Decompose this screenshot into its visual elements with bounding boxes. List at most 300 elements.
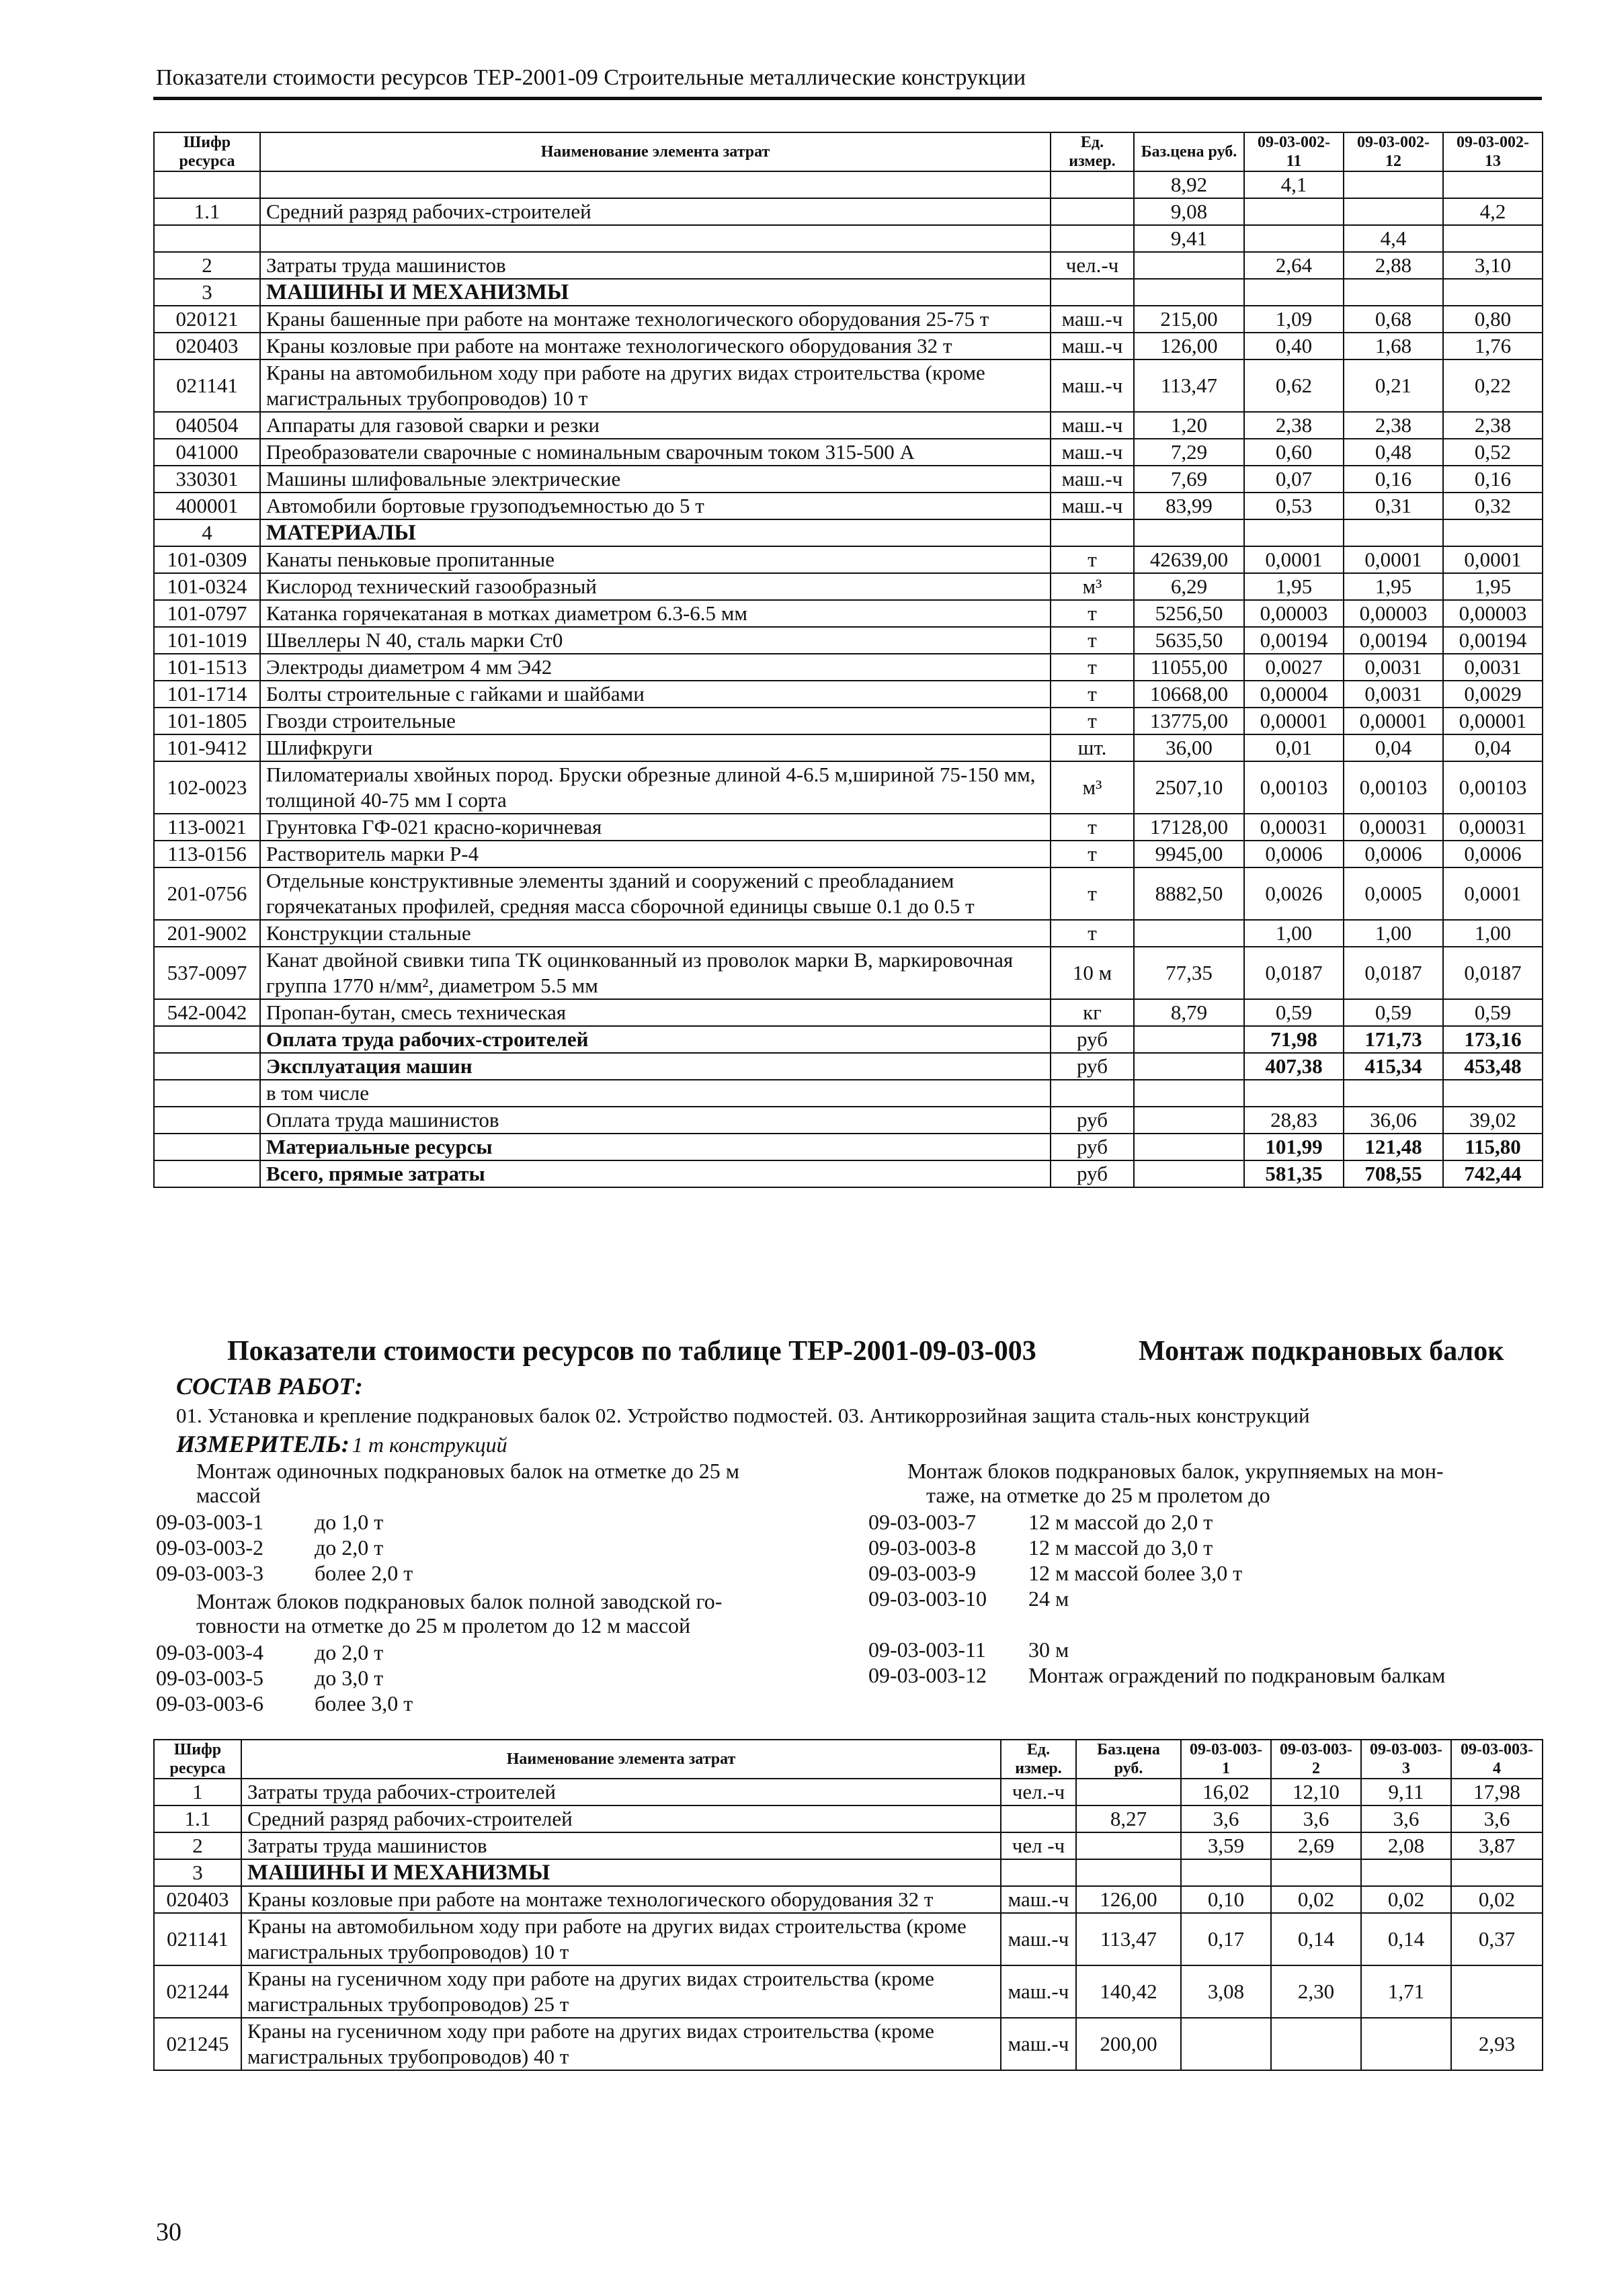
row-value: 2,38 bbox=[1443, 412, 1543, 439]
row-base-price bbox=[1076, 1859, 1181, 1886]
table-row bbox=[154, 999, 1543, 1026]
resources-table-1 bbox=[153, 132, 1543, 1188]
resources-table-2 bbox=[153, 1739, 1543, 2071]
row-code: 102-0023 bbox=[154, 761, 260, 814]
row-code bbox=[154, 1053, 260, 1080]
row-value: 121,48 bbox=[1344, 1134, 1443, 1160]
row-name: Швеллеры N 40, сталь марки Ст0 bbox=[260, 627, 1051, 654]
row-name bbox=[260, 171, 1051, 198]
column-header: 09-03-003-3 bbox=[1361, 1740, 1451, 1779]
row-value: 1,76 bbox=[1443, 333, 1543, 359]
row-name: Краны козловые при работе на монтаже технологического оборудования 32 т bbox=[260, 333, 1051, 359]
row-value: 0,02 bbox=[1271, 1886, 1361, 1913]
row-name: Канаты пеньковые пропитанные bbox=[260, 546, 1051, 573]
row-name: МАШИНЫ И МЕХАНИЗМЫ bbox=[241, 1859, 1001, 1886]
row-unit: маш.-ч bbox=[1051, 412, 1134, 439]
row-value: 0,02 bbox=[1451, 1886, 1543, 1913]
row-base-price: 77,35 bbox=[1134, 947, 1244, 999]
row-base-price: 8,79 bbox=[1134, 999, 1244, 1026]
row-name: Затраты труда машинистов bbox=[260, 252, 1051, 279]
row-code: 101-1714 bbox=[154, 681, 260, 708]
row-value: 1,09 bbox=[1244, 306, 1344, 333]
section-subtitle: Монтаж подкрановых балок bbox=[1139, 1336, 1504, 1367]
row-value: 71,98 bbox=[1244, 1026, 1344, 1053]
row-value bbox=[1344, 171, 1443, 198]
list-item bbox=[156, 1691, 413, 1716]
row-code: 113-0021 bbox=[154, 814, 260, 841]
column-header: 09-03-002-11 bbox=[1244, 132, 1344, 171]
row-value: 0,37 bbox=[1451, 1913, 1543, 1965]
row-code: 021141 bbox=[154, 1913, 241, 1965]
row-value: 708,55 bbox=[1344, 1160, 1443, 1187]
table-row bbox=[154, 1053, 1543, 1080]
row-value: 0,59 bbox=[1443, 999, 1543, 1026]
row-value: 0,17 bbox=[1181, 1913, 1271, 1965]
table-header-row bbox=[154, 1740, 1543, 1779]
row-value bbox=[1244, 519, 1344, 546]
row-base-price bbox=[1076, 1779, 1181, 1805]
row-code: 1 bbox=[154, 1779, 241, 1805]
row-code: 101-0324 bbox=[154, 573, 260, 600]
row-value bbox=[1244, 198, 1344, 225]
column-header: Ед. измер. bbox=[1051, 132, 1134, 171]
table-row bbox=[154, 2018, 1543, 2070]
row-base-price: 113,47 bbox=[1076, 1913, 1181, 1965]
right-intro-1: Монтаж блоков подкрановых балок, укрупняемых на мон- bbox=[907, 1459, 1444, 1483]
item-code: 09-03-003-12 bbox=[868, 1663, 987, 1687]
column-header: Шифр ресурса bbox=[154, 1740, 241, 1779]
row-value: 1,00 bbox=[1244, 920, 1344, 947]
row-unit: руб bbox=[1051, 1026, 1134, 1053]
row-code bbox=[154, 1080, 260, 1107]
item-desc: 30 м bbox=[1028, 1638, 1069, 1662]
row-unit: м³ bbox=[1051, 761, 1134, 814]
row-value bbox=[1361, 2018, 1451, 2070]
row-value: 0,21 bbox=[1344, 359, 1443, 412]
row-code: 113-0156 bbox=[154, 841, 260, 867]
row-base-price: 42639,00 bbox=[1134, 546, 1244, 573]
row-base-price: 215,00 bbox=[1134, 306, 1244, 333]
row-value: 4,1 bbox=[1244, 171, 1344, 198]
row-value: 0,80 bbox=[1443, 306, 1543, 333]
row-value bbox=[1244, 1080, 1344, 1107]
table-row bbox=[154, 1965, 1543, 2018]
row-value: 0,52 bbox=[1443, 439, 1543, 466]
row-code: 020403 bbox=[154, 1886, 241, 1913]
column-header: Баз.цена руб. bbox=[1134, 132, 1244, 171]
row-value: 0,0029 bbox=[1443, 681, 1543, 708]
column-header: Шифр ресурса bbox=[154, 132, 260, 171]
row-name: Всего, прямые затраты bbox=[260, 1160, 1051, 1187]
row-unit: руб bbox=[1051, 1160, 1134, 1187]
row-value bbox=[1344, 519, 1443, 546]
row-value bbox=[1443, 171, 1543, 198]
row-unit: руб bbox=[1051, 1107, 1134, 1134]
right-intro-2: таже, на отметке до 25 м пролетом до bbox=[926, 1483, 1270, 1507]
row-unit: т bbox=[1051, 654, 1134, 681]
header-divider bbox=[153, 97, 1542, 100]
row-base-price: 126,00 bbox=[1134, 333, 1244, 359]
row-code bbox=[154, 1160, 260, 1187]
row-value: 3,6 bbox=[1181, 1805, 1271, 1832]
table-row bbox=[154, 1134, 1543, 1160]
list-item bbox=[868, 1662, 1445, 1688]
item-desc: 12 м массой до 3,0 т bbox=[1028, 1535, 1213, 1560]
row-unit bbox=[1051, 1080, 1134, 1107]
table-row bbox=[154, 439, 1543, 466]
row-code: 021141 bbox=[154, 359, 260, 412]
section-title: Показатели стоимости ресурсов по таблице ТЕР-2001-09-03-003 bbox=[227, 1336, 1036, 1367]
table-row bbox=[154, 867, 1543, 920]
row-value: 581,35 bbox=[1244, 1160, 1344, 1187]
table-row bbox=[154, 1160, 1543, 1187]
row-code: 537-0097 bbox=[154, 947, 260, 999]
table-row bbox=[154, 412, 1543, 439]
row-value: 1,00 bbox=[1344, 920, 1443, 947]
right-list bbox=[868, 1509, 1445, 1688]
row-value: 0,00194 bbox=[1443, 627, 1543, 654]
list-item bbox=[868, 1509, 1445, 1535]
row-value bbox=[1181, 2018, 1271, 2070]
page-number: 30 bbox=[156, 2218, 181, 2246]
table-row bbox=[154, 359, 1543, 412]
row-unit bbox=[1051, 279, 1134, 306]
row-value: 0,22 bbox=[1443, 359, 1543, 412]
item-desc: до 3,0 т bbox=[315, 1666, 384, 1690]
composition-text: 01. Установка и крепление подкрановых балок 02. Устройство подмостей. 03. Антикоррозийная защита сталь-ных конструкций bbox=[176, 1404, 1310, 1427]
row-value: 2,64 bbox=[1244, 252, 1344, 279]
column-header: Наименование элемента затрат bbox=[260, 132, 1051, 171]
row-value: 0,32 bbox=[1443, 493, 1543, 519]
row-name: Машины шлифовальные электрические bbox=[260, 466, 1051, 493]
row-name: Аппараты для газовой сварки и резки bbox=[260, 412, 1051, 439]
row-value: 0,14 bbox=[1271, 1913, 1361, 1965]
row-value: 2,69 bbox=[1271, 1832, 1361, 1859]
row-value: 0,59 bbox=[1244, 999, 1344, 1026]
row-base-price: 9,08 bbox=[1134, 198, 1244, 225]
left-intro-3: Монтаж блоков подкрановых балок полной заводской го- bbox=[196, 1589, 723, 1613]
row-value: 115,80 bbox=[1443, 1134, 1543, 1160]
row-code: 400001 bbox=[154, 493, 260, 519]
row-unit: маш.-ч bbox=[1001, 2018, 1076, 2070]
row-value: 0,68 bbox=[1344, 306, 1443, 333]
row-code: 041000 bbox=[154, 439, 260, 466]
column-header: 09-03-002-12 bbox=[1344, 132, 1443, 171]
row-base-price: 8882,50 bbox=[1134, 867, 1244, 920]
row-value: 1,00 bbox=[1443, 920, 1543, 947]
row-base-price: 126,00 bbox=[1076, 1886, 1181, 1913]
list-item bbox=[156, 1509, 413, 1535]
table-row bbox=[154, 171, 1543, 198]
row-unit: руб bbox=[1051, 1053, 1134, 1080]
row-value: 0,31 bbox=[1344, 493, 1443, 519]
row-code: 101-9412 bbox=[154, 734, 260, 761]
row-unit: чел.-ч bbox=[1051, 252, 1134, 279]
row-value: 0,00194 bbox=[1244, 627, 1344, 654]
column-header: Наименование элемента затрат bbox=[241, 1740, 1001, 1779]
row-base-price: 5635,50 bbox=[1134, 627, 1244, 654]
row-value: 1,95 bbox=[1244, 573, 1344, 600]
row-name: Материальные ресурсы bbox=[260, 1134, 1051, 1160]
row-value: 0,00103 bbox=[1344, 761, 1443, 814]
list-item bbox=[156, 1665, 413, 1691]
row-value: 0,16 bbox=[1344, 466, 1443, 493]
table-row bbox=[154, 1026, 1543, 1053]
row-unit: т bbox=[1051, 600, 1134, 627]
row-value: 0,04 bbox=[1344, 734, 1443, 761]
row-name: Пиломатериалы хвойных пород. Бруски обрезные длиной 4-6.5 м,шириной 75-150 мм, толщиной 40-75 мм I сорта bbox=[260, 761, 1051, 814]
table-row bbox=[154, 734, 1543, 761]
row-value bbox=[1451, 1965, 1543, 2018]
table-row bbox=[154, 681, 1543, 708]
row-code: 1.1 bbox=[154, 1805, 241, 1832]
row-value: 0,00001 bbox=[1443, 708, 1543, 734]
page-header: Показатели стоимости ресурсов ТЕР-2001-09 Строительные металлические конструкции bbox=[156, 65, 1026, 90]
row-value: 0,04 bbox=[1443, 734, 1543, 761]
row-unit bbox=[1051, 519, 1134, 546]
row-unit bbox=[1051, 198, 1134, 225]
row-value bbox=[1443, 519, 1543, 546]
table-row bbox=[154, 198, 1543, 225]
row-value: 4,2 bbox=[1443, 198, 1543, 225]
row-name: Затраты труда машинистов bbox=[241, 1832, 1001, 1859]
row-unit: кг bbox=[1051, 999, 1134, 1026]
row-base-price: 9,41 bbox=[1134, 225, 1244, 252]
row-name: Оплата труда машинистов bbox=[260, 1107, 1051, 1134]
table-row bbox=[154, 333, 1543, 359]
row-value: 0,0026 bbox=[1244, 867, 1344, 920]
table-row bbox=[154, 546, 1543, 573]
row-code: 2 bbox=[154, 1832, 241, 1859]
row-name: Шлифкруги bbox=[260, 734, 1051, 761]
row-value: 0,10 bbox=[1181, 1886, 1271, 1913]
item-desc: Монтаж ограждений по подкрановым балкам bbox=[1028, 1663, 1446, 1687]
column-header: 09-03-002-13 bbox=[1443, 132, 1543, 171]
row-value: 1,95 bbox=[1344, 573, 1443, 600]
item-desc: 12 м массой более 3,0 т bbox=[1028, 1561, 1243, 1585]
row-value: 0,00031 bbox=[1443, 814, 1543, 841]
item-code: 09-03-003-9 bbox=[868, 1561, 976, 1585]
table-header-row bbox=[154, 132, 1543, 171]
row-value bbox=[1271, 2018, 1361, 2070]
table-row bbox=[154, 306, 1543, 333]
row-base-price bbox=[1134, 1107, 1244, 1134]
row-value: 0,0006 bbox=[1443, 841, 1543, 867]
row-unit: т bbox=[1051, 708, 1134, 734]
table-row bbox=[154, 600, 1543, 627]
row-value: 0,62 bbox=[1244, 359, 1344, 412]
row-code: 101-1019 bbox=[154, 627, 260, 654]
row-code: 101-1805 bbox=[154, 708, 260, 734]
item-code: 09-03-003-4 bbox=[156, 1640, 263, 1664]
row-value: 0,40 bbox=[1244, 333, 1344, 359]
row-base-price: 7,29 bbox=[1134, 439, 1244, 466]
meter-value: 1 т конструкций bbox=[352, 1433, 507, 1457]
table-row bbox=[154, 814, 1543, 841]
row-value: 0,00003 bbox=[1443, 600, 1543, 627]
table-row bbox=[154, 654, 1543, 681]
row-unit: руб bbox=[1051, 1134, 1134, 1160]
item-desc: 12 м массой до 2,0 т bbox=[1028, 1510, 1213, 1534]
row-value bbox=[1181, 1859, 1271, 1886]
row-code: 101-0797 bbox=[154, 600, 260, 627]
row-unit: маш.-ч bbox=[1051, 333, 1134, 359]
row-name: Растворитель марки Р-4 bbox=[260, 841, 1051, 867]
list-item bbox=[868, 1535, 1445, 1560]
row-value: 3,10 bbox=[1443, 252, 1543, 279]
row-code: 021245 bbox=[154, 2018, 241, 2070]
row-value: 2,30 bbox=[1271, 1965, 1361, 2018]
row-value: 0,0001 bbox=[1344, 546, 1443, 573]
item-desc: 24 м bbox=[1028, 1586, 1069, 1611]
row-value bbox=[1361, 1859, 1451, 1886]
row-value: 3,6 bbox=[1271, 1805, 1361, 1832]
table-row bbox=[154, 1107, 1543, 1134]
row-value: 0,0006 bbox=[1344, 841, 1443, 867]
column-header: 09-03-003-4 bbox=[1451, 1740, 1543, 1779]
row-name: Гвозди строительные bbox=[260, 708, 1051, 734]
row-name: в том числе bbox=[260, 1080, 1051, 1107]
row-value bbox=[1443, 1080, 1543, 1107]
row-value: 16,02 bbox=[1181, 1779, 1271, 1805]
column-header: 09-03-003-2 bbox=[1271, 1740, 1361, 1779]
row-unit bbox=[1001, 1805, 1076, 1832]
row-value: 17,98 bbox=[1451, 1779, 1543, 1805]
row-value: 173,16 bbox=[1443, 1026, 1543, 1053]
row-name: Краны башенные при работе на монтаже технологического оборудования 25-75 т bbox=[260, 306, 1051, 333]
table-row bbox=[154, 920, 1543, 947]
row-code: 2 bbox=[154, 252, 260, 279]
row-value bbox=[1244, 225, 1344, 252]
row-value: 0,0001 bbox=[1443, 546, 1543, 573]
row-value: 2,93 bbox=[1451, 2018, 1543, 2070]
row-value: 171,73 bbox=[1344, 1026, 1443, 1053]
row-value: 0,00001 bbox=[1344, 708, 1443, 734]
item-code: 09-03-003-2 bbox=[156, 1535, 263, 1560]
row-value: 0,14 bbox=[1361, 1913, 1451, 1965]
row-code: 330301 bbox=[154, 466, 260, 493]
row-value: 0,07 bbox=[1244, 466, 1344, 493]
row-code: 1.1 bbox=[154, 198, 260, 225]
row-value: 0,0031 bbox=[1344, 654, 1443, 681]
table-row bbox=[154, 761, 1543, 814]
row-unit: маш.-ч bbox=[1051, 439, 1134, 466]
row-value: 3,59 bbox=[1181, 1832, 1271, 1859]
table-row bbox=[154, 947, 1543, 999]
list-item bbox=[156, 1560, 413, 1586]
row-value: 0,00003 bbox=[1344, 600, 1443, 627]
row-value bbox=[1451, 1859, 1543, 1886]
table-row bbox=[154, 1913, 1543, 1965]
row-name: Краны козловые при работе на монтаже технологического оборудования 32 т bbox=[241, 1886, 1001, 1913]
list-item bbox=[156, 1640, 413, 1665]
row-value: 0,60 bbox=[1244, 439, 1344, 466]
row-value: 0,00031 bbox=[1344, 814, 1443, 841]
row-unit: чел.-ч bbox=[1001, 1779, 1076, 1805]
row-value bbox=[1344, 1080, 1443, 1107]
row-value: 28,83 bbox=[1244, 1107, 1344, 1134]
left-list-a bbox=[156, 1509, 413, 1586]
row-base-price: 9945,00 bbox=[1134, 841, 1244, 867]
meter-label: ИЗМЕРИТЕЛЬ: bbox=[176, 1431, 350, 1457]
table-row bbox=[154, 627, 1543, 654]
item-desc: более 3,0 т bbox=[315, 1691, 413, 1715]
row-unit: маш.-ч bbox=[1001, 1913, 1076, 1965]
row-value: 0,0187 bbox=[1244, 947, 1344, 999]
item-code: 09-03-003-10 bbox=[868, 1586, 987, 1611]
row-value: 0,0031 bbox=[1443, 654, 1543, 681]
table-row bbox=[154, 252, 1543, 279]
row-name: Автомобили бортовые грузоподъемностью до 5 т bbox=[260, 493, 1051, 519]
row-base-price bbox=[1134, 1053, 1244, 1080]
row-name: МАШИНЫ И МЕХАНИЗМЫ bbox=[260, 279, 1051, 306]
row-unit: т bbox=[1051, 867, 1134, 920]
row-base-price: 17128,00 bbox=[1134, 814, 1244, 841]
row-value: 2,38 bbox=[1344, 412, 1443, 439]
item-desc: до 2,0 т bbox=[315, 1535, 384, 1560]
row-unit: шт. bbox=[1051, 734, 1134, 761]
table-row bbox=[154, 841, 1543, 867]
row-value: 407,38 bbox=[1244, 1053, 1344, 1080]
row-code bbox=[154, 1134, 260, 1160]
row-base-price bbox=[1134, 1160, 1244, 1187]
row-name: Краны на гусеничном ходу при работе на других видах строительства (кроме магистральных трубопроводов) 25 т bbox=[241, 1965, 1001, 2018]
row-value: 3,87 bbox=[1451, 1832, 1543, 1859]
table-row bbox=[154, 1080, 1543, 1107]
item-code: 09-03-003-3 bbox=[156, 1561, 263, 1585]
row-value: 0,00031 bbox=[1244, 814, 1344, 841]
row-code: 101-0309 bbox=[154, 546, 260, 573]
row-base-price: 11055,00 bbox=[1134, 654, 1244, 681]
row-value: 0,00194 bbox=[1344, 627, 1443, 654]
item-code: 09-03-003-6 bbox=[156, 1691, 263, 1715]
row-name: Кислород технический газообразный bbox=[260, 573, 1051, 600]
row-base-price: 2507,10 bbox=[1134, 761, 1244, 814]
row-value bbox=[1271, 1859, 1361, 1886]
row-base-price bbox=[1076, 1832, 1181, 1859]
row-base-price: 36,00 bbox=[1134, 734, 1244, 761]
row-value: 2,88 bbox=[1344, 252, 1443, 279]
row-code: 101-1513 bbox=[154, 654, 260, 681]
row-value bbox=[1344, 198, 1443, 225]
row-unit: чел -ч bbox=[1001, 1832, 1076, 1859]
left-list-b bbox=[156, 1640, 413, 1716]
row-code: 020403 bbox=[154, 333, 260, 359]
row-code: 020121 bbox=[154, 306, 260, 333]
row-value: 101,99 bbox=[1244, 1134, 1344, 1160]
item-code: 09-03-003-5 bbox=[156, 1666, 263, 1690]
row-name: Преобразователи сварочные с номинальным сварочным током 315-500 А bbox=[260, 439, 1051, 466]
row-code: 3 bbox=[154, 279, 260, 306]
column-header: 09-03-003-1 bbox=[1181, 1740, 1271, 1779]
left-intro-1: Монтаж одиночных подкрановых балок на отметке до 25 м bbox=[196, 1459, 740, 1483]
table-row bbox=[154, 1779, 1543, 1805]
row-name: МАТЕРИАЛЫ bbox=[260, 519, 1051, 546]
row-base-price: 8,27 bbox=[1076, 1805, 1181, 1832]
left-intro-4: товности на отметке до 25 м пролетом до 12 м массой bbox=[196, 1613, 691, 1638]
row-code bbox=[154, 225, 260, 252]
row-code: 542-0042 bbox=[154, 999, 260, 1026]
row-code bbox=[154, 171, 260, 198]
row-base-price bbox=[1134, 920, 1244, 947]
row-unit: 10 м bbox=[1051, 947, 1134, 999]
item-code: 09-03-003-1 bbox=[156, 1510, 263, 1534]
row-value: 0,00003 bbox=[1244, 600, 1344, 627]
row-name: Грунтовка ГФ-021 красно-коричневая bbox=[260, 814, 1051, 841]
row-code: 201-9002 bbox=[154, 920, 260, 947]
row-code bbox=[154, 1107, 260, 1134]
table-row bbox=[154, 225, 1543, 252]
